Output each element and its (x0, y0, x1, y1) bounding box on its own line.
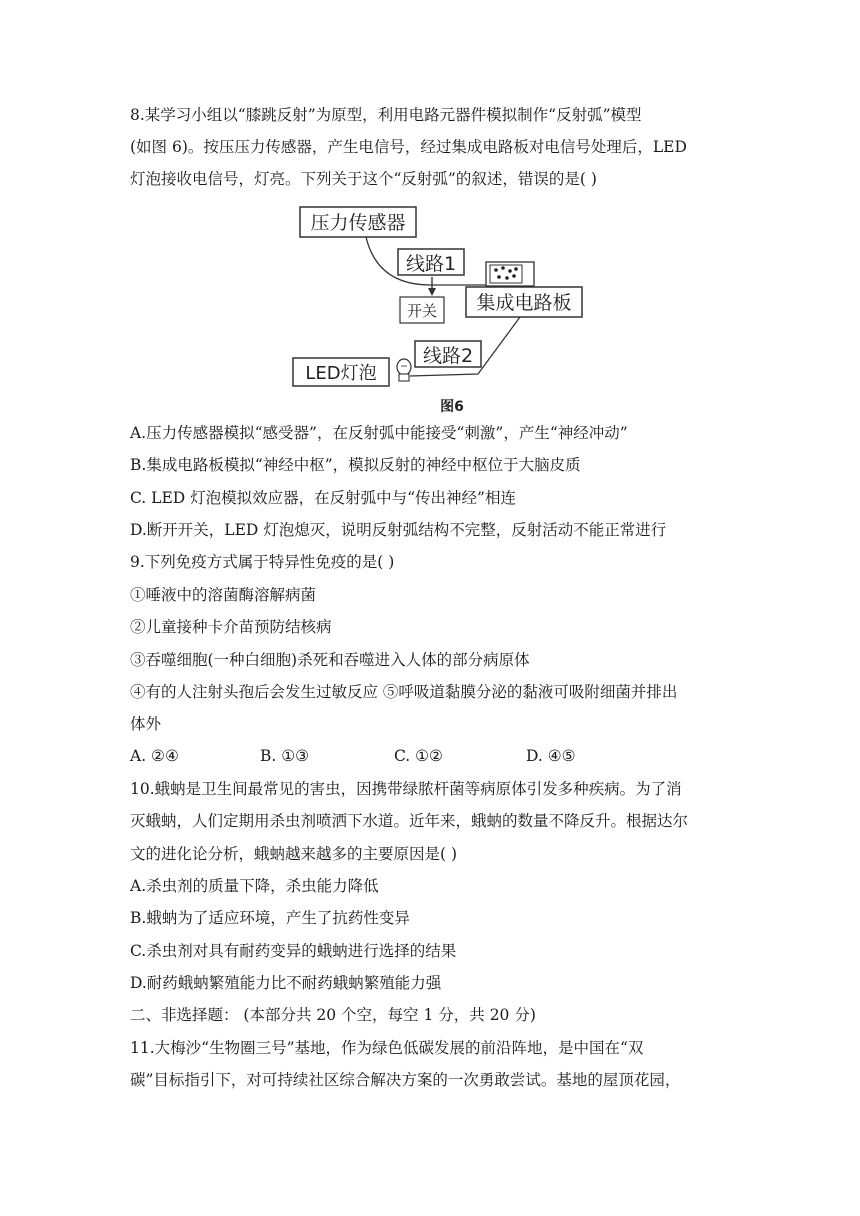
q10-option-b: B.蛾蚋为了适应环境，产生了抗药性变异 (130, 909, 410, 927)
q8-line-1: 8.某学习小组以“膝跳反射”为原型，利用电路元器件模拟制作“反射弧”模型 (130, 106, 642, 124)
switch-pointer-head (428, 288, 436, 296)
q10-option-d: D.耐药蛾蚋繁殖能力比不耐药蛾蚋繁殖能力强 (130, 974, 442, 992)
q9-choice-c: C. ①② (394, 747, 443, 765)
q9-choice-b: B. ①③ (260, 747, 310, 765)
board-label: 集成电路板 (476, 292, 572, 314)
q10-option-c: C.杀虫剂对具有耐药变异的蛾蚋进行选择的结果 (130, 942, 457, 960)
reflex-arc-figure (0, 0, 860, 420)
q9-item-4: ④有的人注射头孢后会发生过敏反应 ⑤呼吸道黏膜分泌的黏液可吸附细菌并排出 (130, 683, 678, 701)
line2-label: 线路2 (422, 345, 474, 367)
line1-label: 线路1 (405, 253, 457, 275)
q9-item-1: ①唾液中的溶菌酶溶解病菌 (130, 586, 317, 604)
q11-line-1: 11.大梅沙“生物圈三号”基地，作为绿色低碳发展的前沿阵地，是中国在“双 (130, 1039, 644, 1057)
q9-item-5: 体外 (130, 715, 162, 733)
q11-line-2: 碳”目标指引下，对可持续社区综合解决方案的一次勇敢尝试。基地的屋顶花园， (130, 1071, 681, 1089)
q9-stem: 9.下列免疫方式属于特异性免疫的是( ) (130, 553, 395, 571)
q8-option-d: D.断开开关，LED 灯泡熄灭，说明反射弧结构不完整，反射活动不能正常进行 (130, 521, 667, 539)
figure-caption: 图6 (440, 399, 464, 415)
q10-line-2: 灭蛾蚋，人们定期用杀虫剂喷洒下水道。近年来，蛾蚋的数量不降反升。根据达尔 (130, 812, 689, 830)
switch-label: 开关 (406, 302, 438, 320)
q9-choice-a: A. ②④ (130, 747, 179, 765)
q9-item-3: ③吞噬细胞(一种白细胞)杀死和吞噬进入人体的部分病原体 (130, 651, 530, 669)
section-2-heading: 二、非选择题： (本部分共 20 个空，每空 1 分，共 20 分) (130, 1006, 536, 1024)
lightbulb-icon (397, 359, 411, 381)
q9-item-2: ②儿童接种卡介苗预防结核病 (130, 618, 332, 636)
bulb-label: LED灯泡 (305, 363, 377, 384)
q10-line-1: 10.蛾蚋是卫生间最常见的害虫，因携带绿脓杆菌等病原体引发多种疾病。为了消 (130, 780, 682, 798)
q8-option-b: B.集成电路板模拟“神经中枢”，模拟反射的神经中枢位于大脑皮质 (130, 456, 581, 474)
q8-line-2: (如图 6)。按压压力传感器，产生电信号，经过集成电路板对电信号处理后，LED (130, 138, 687, 156)
q10-line-3: 文的进化论分析，蛾蚋越来越多的主要原因是( ) (130, 845, 458, 863)
q9-choice-d: D. ④⑤ (526, 747, 576, 765)
q8-line-3: 灯泡接收电信号，灯亮。下列关于这个“反射弧”的叙述，错误的是( ) (130, 170, 597, 188)
q8-option-c: C. LED 灯泡模拟效应器，在反射弧中与“传出神经”相连 (130, 489, 516, 507)
sensor-label: 压力传感器 (310, 212, 406, 234)
q8-option-a: A.压力传感器模拟“感受器”，在反射弧中能接受“刺激”，产生“神经冲动” (130, 424, 628, 442)
q10-option-a: A.杀虫剂的质量下降，杀虫能力降低 (130, 877, 379, 895)
